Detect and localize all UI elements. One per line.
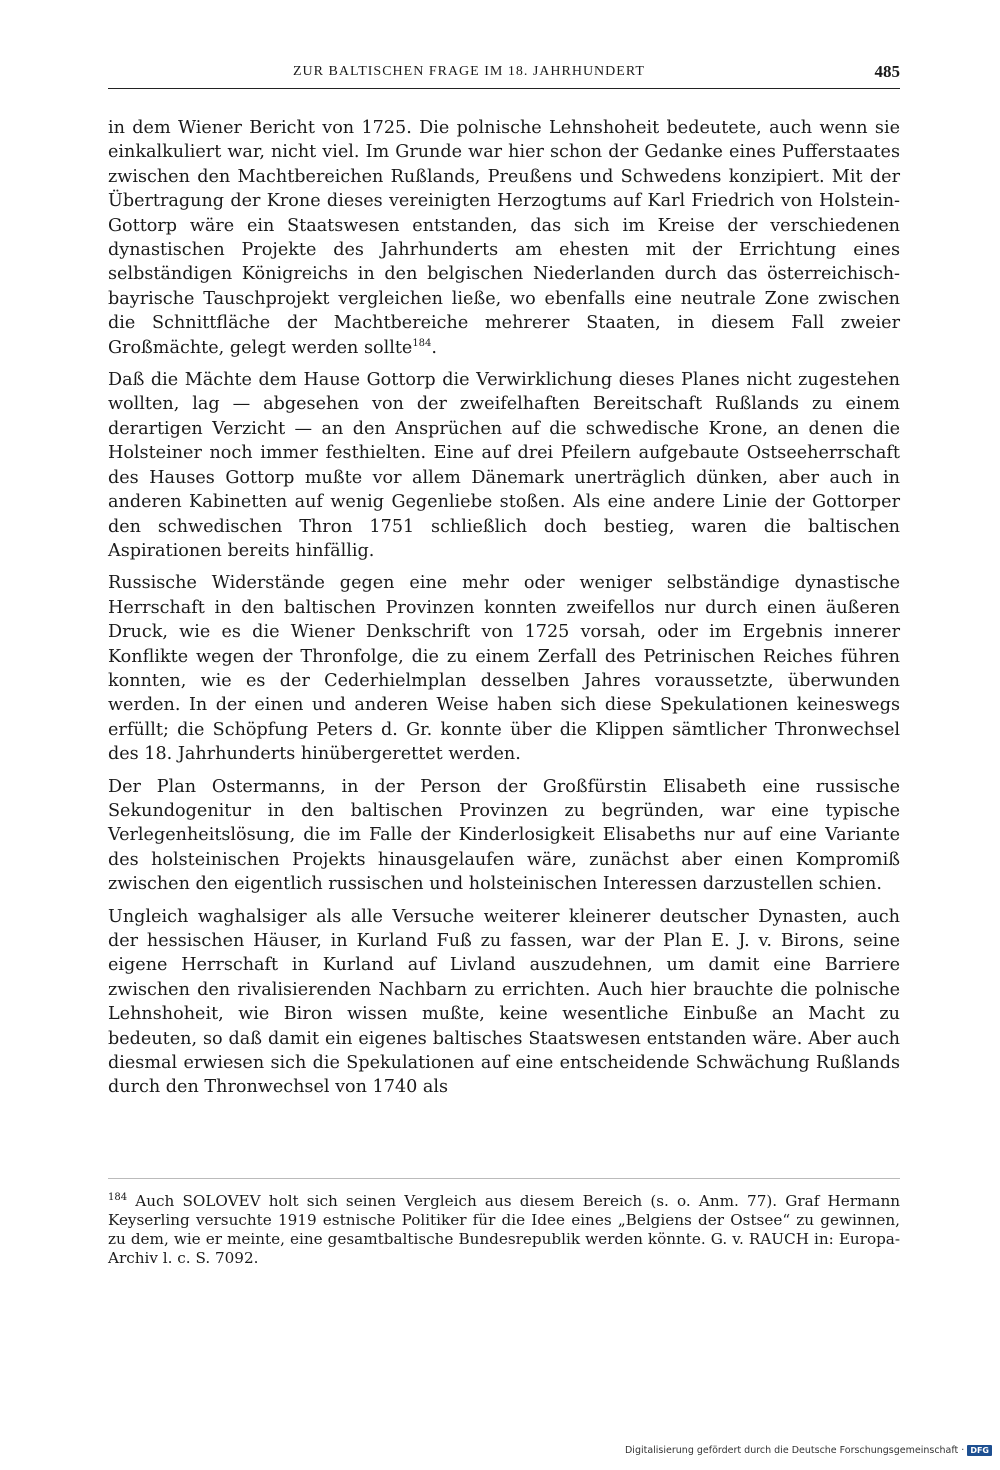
footnote-marker: 184 [108, 1191, 128, 1203]
paragraph: Der Plan Ostermanns, in der Person der Großfürstin Elisabeth eine russische Sekundogenitur in den baltischen Provinzen zu begründen, war eine typische Verlegenheitslösung, die im Falle der Kinderlosigkeit Elisabeths nur auf eine Variante des holsteinischen Projekts hinausgelaufen wäre, zunächst aber einen Kompromiß zwischen den eigentlich russischen und holsteinischen Interessen darzustellen schien. [108, 776, 900, 895]
digitization-credit [625, 1445, 992, 1456]
paragraph: Ungleich waghalsiger als alle Versuche weiterer kleinerer deutscher Dynasten, auch der hessischen Häuser, in Kurland Fuß zu fassen, war der Plan E. J. v. Birons, seine eigene Herrschaft in Kurland auf Livland auszudehnen, um damit eine Barriere zwischen den rivalisierenden Nachbarn zu errichten. Auch hier brauchte die polnische Lehnshoheit, wie Biron wissen mußte, keine wesentliche Einbuße an Macht zu bedeuten, so daß damit ein eigenes baltisches Staatswesen entstanden wäre. Aber auch diesmal erwiesen sich die Spekulationen auf eine entscheidende Schwächung Rußlands durch den Thronwechsel von 1740 als [108, 906, 900, 1098]
body-text [108, 116, 900, 1108]
paragraph: Daß die Mächte dem Hause Gottorp die Verwirklichung dieses Planes nicht zugestehen wollten, lag — abgesehen von der zweifelhaften Bereitschaft Rußlands zu einem derartigen Verzicht — an den Ansprüchen auf die schwedische Krone, an denen die Holsteiner noch immer festhielten. Eine auf drei Pfeilern aufgebaute Ostseeherrschaft des Hauses Gottorp mußte vor allem Dänemark unerträglich dünken, aber auch in anderen Kabinetten auf wenig Gegenliebe stoßen. Als eine andere Linie der Gottorper den schwedischen Thron 1751 schließlich doch bestieg, waren die baltischen Aspirationen bereits hinfällig. [108, 370, 900, 561]
running-head [108, 62, 900, 89]
credit-text: Digitalisierung gefördert durch die Deutsche Forschungsgemeinschaft · [624, 1445, 965, 1456]
footnote-divider [108, 1178, 900, 1179]
footnote-reference[interactable]: 184 [412, 337, 432, 349]
paragraph: Russische Widerstände gegen eine mehr oder weniger selbständige dynastische Herrschaft in den baltischen Provinzen konnten zweifellos nur durch einen äußeren Druck, wie es die Wiener Denkschrift von 1725 vorsah, oder im Ergebnis innerer Konflikte wegen der Thronfolge, die zu einem Zerfall des Petrinischen Reiches führen konnten, wie es der Cederhielmplan desselben Jahres voraussetzte, überwunden werden. In der einen und anderen Weise haben sich diese Spekulationen keineswegs erfüllt; die Schöpfung Peters d. Gr. konnte über die Klippen sämtlicher Thronwechsel des 18. Jahrhunderts hinübergerettet werden. [108, 573, 900, 765]
page-number: 485 [874, 62, 900, 81]
paragraph: in dem Wiener Bericht von 1725. Die polnische Lehnshoheit bedeutete, auch wenn sie einkalkuliert war, nicht viel. Im Grunde war hier schon der Gedanke eines Pufferstaates zwischen den Machtbereichen Rußlands, Preußens und Schwedens konzipiert. Mit der Übertragung der Krone dieses vereinigten Herzogtums auf Karl Friedrich von Holstein-Gottorp wäre ein Staatswesen entstanden, das sich im Kreise der verschiedenen dynastischen Projekte des Jahrhunderts am ehesten mit der Errichtung eines selbständigen Königreichs in den belgischen Niederlanden durch das österreichisch-bayrische Tauschprojekt vergleichen ließe, wo ebenfalls eine neutrale Zone zwischen die Schnittfläche der Machtbereiche mehrerer Staaten, in diesem Fall zweier Großmächte, gelegt werden sollte$^{184}$. [108, 118, 900, 358]
footnote-text: Auch SOLOVEV holt sich seinen Vergleich aus diesem Bereich (s. o. Anm. 77). Graf Hermann Keyserling versuchte 1919 estnische Politiker für die Idee eines „Belgiens der Ostsee“ zu gewinnen, zu dem, wie er meinte, eine gesamtbaltische Bundesrepublik werden könnte. G. v. RAUCH in: Europa-Archiv l. c. S. 7092. [108, 1192, 901, 1267]
dfg-logo-icon: DFG [967, 1445, 992, 1456]
footnote [108, 1192, 900, 1268]
running-title: ZUR BALTISCHEN FRAGE IM 18. JAHRHUNDERT [293, 64, 645, 79]
